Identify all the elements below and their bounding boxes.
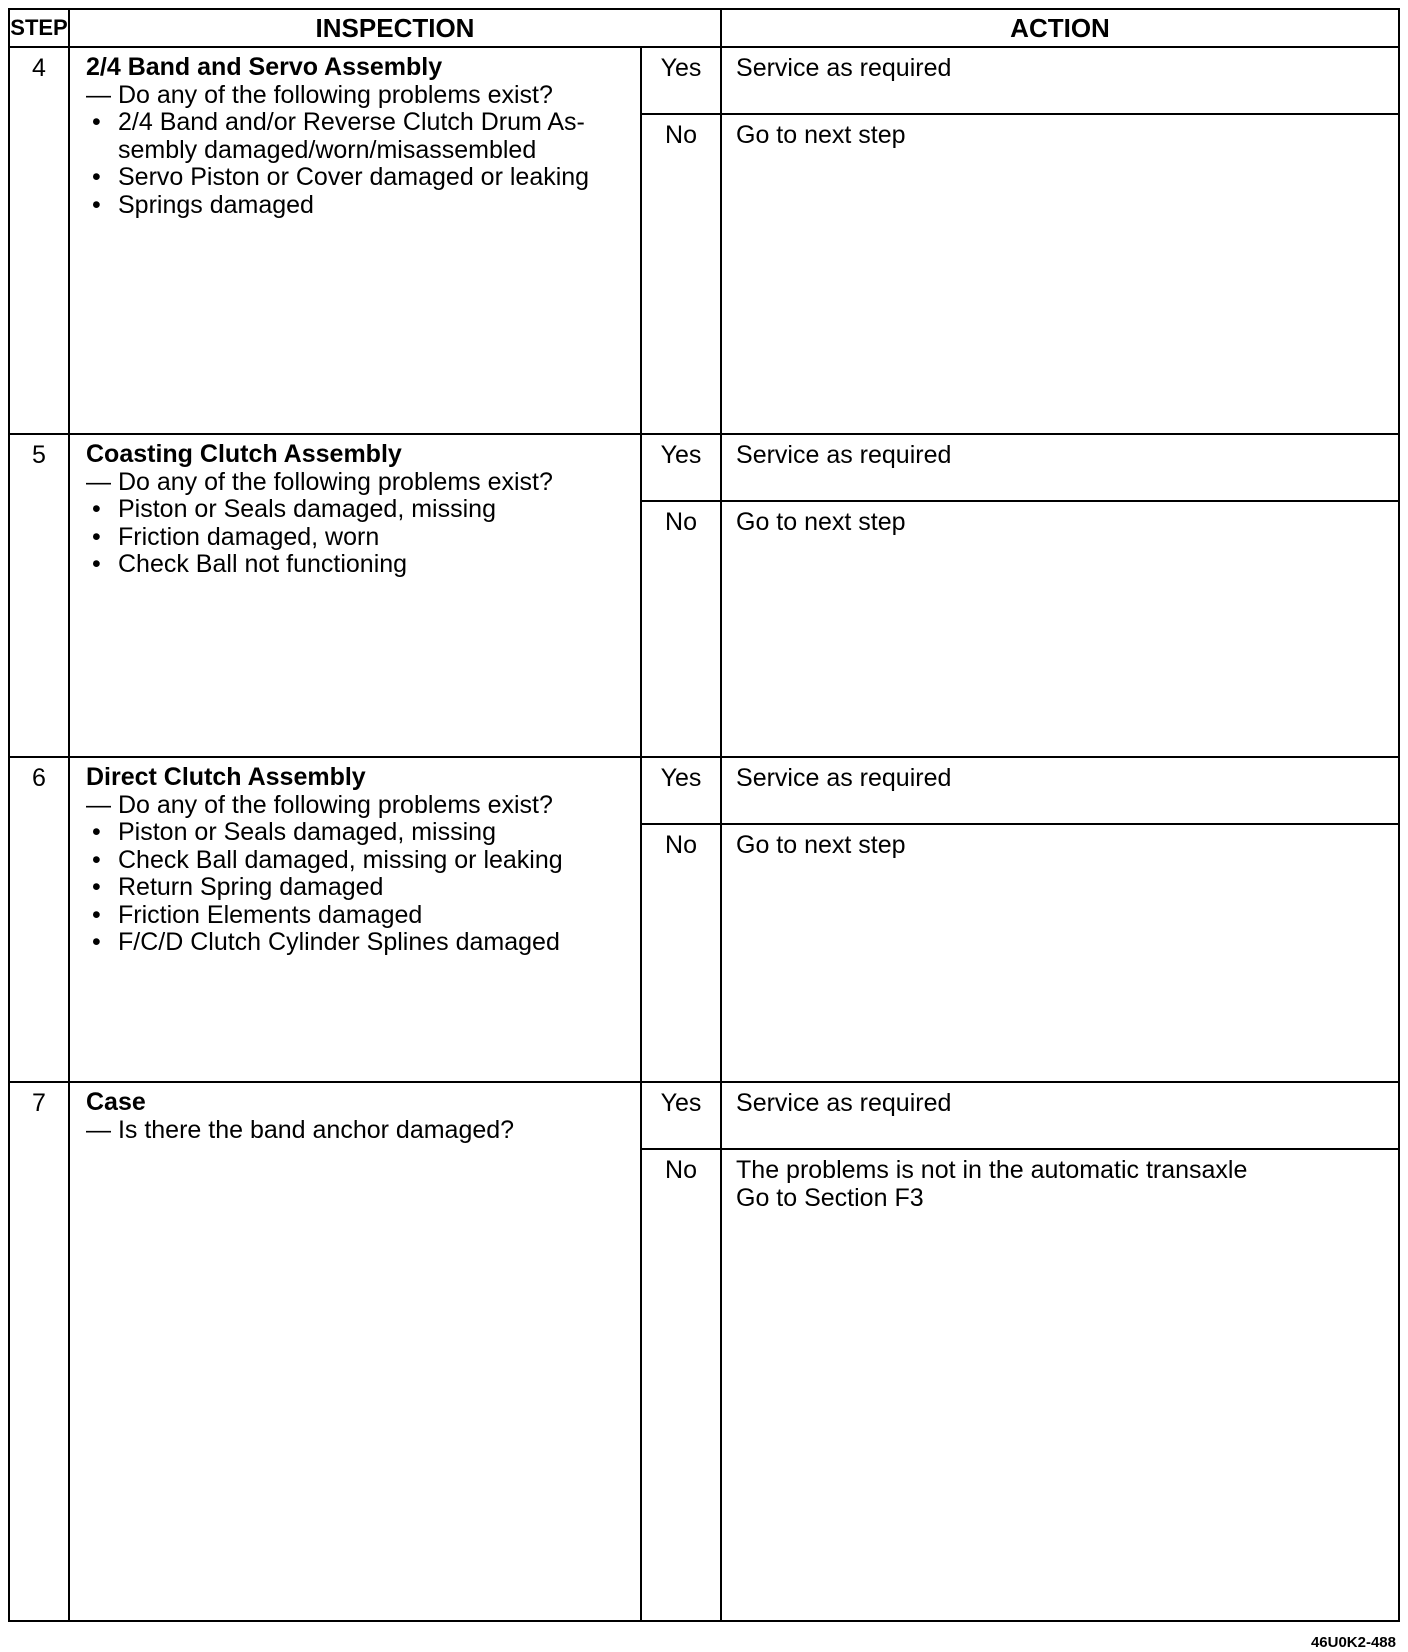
problem-item: • Check Ball not functioning xyxy=(92,550,408,578)
inspection-title: Coasting Clutch Assembly xyxy=(86,440,402,468)
step-number: 5 xyxy=(9,434,69,757)
bullet-icon: • xyxy=(92,873,101,901)
bullet-icon: • xyxy=(92,928,101,956)
bullet-icon: • xyxy=(92,818,101,846)
no-action xyxy=(721,1149,1399,1621)
no-label: No xyxy=(641,501,721,757)
yes-action: Service as required xyxy=(721,757,1399,824)
problem-item: • 2/4 Band and/or Reverse Clutch Drum As-sembly damaged/worn/misassembled xyxy=(92,108,585,164)
inspection-title: Direct Clutch Assembly xyxy=(86,763,366,791)
problem-list xyxy=(86,109,626,219)
step-4-yes-row xyxy=(9,47,1399,114)
bullet-icon: • xyxy=(92,845,101,874)
diagnosis-table xyxy=(8,8,1400,1622)
table-header-row xyxy=(9,9,1399,47)
yes-action: Service as required xyxy=(721,434,1399,501)
step-number: 6 xyxy=(9,757,69,1082)
inspection-question: — Is there the band anchor damaged? xyxy=(86,1115,515,1144)
header-step: STEP xyxy=(9,9,69,47)
problem-item: • Piston or Seals damaged, missing xyxy=(92,495,496,523)
no-action-line: Go to Section F3 xyxy=(736,1184,924,1212)
yes-action: Service as required xyxy=(721,1082,1399,1149)
problem-item: • Servo Piston or Cover damaged or leaking xyxy=(92,163,590,191)
problem-item: • F/C/D Clutch Cylinder Splines damaged xyxy=(92,928,560,956)
inspection-cell xyxy=(69,434,641,757)
bullet-icon: • xyxy=(92,522,101,551)
problem-list xyxy=(86,819,626,957)
problem-list xyxy=(86,496,626,579)
yes-label: Yes xyxy=(641,1082,721,1149)
yes-label: Yes xyxy=(641,434,721,501)
inspection-cell xyxy=(69,1082,641,1621)
no-action: Go to next step xyxy=(721,501,1399,757)
inspection-cell xyxy=(69,757,641,1082)
inspection-question: — Do any of the following problems exist? xyxy=(86,467,553,496)
no-label: No xyxy=(641,114,721,434)
problem-item: • Check Ball damaged, missing or leaking xyxy=(92,845,563,874)
header-inspection: INSPECTION xyxy=(69,9,721,47)
bullet-icon: • xyxy=(92,190,101,219)
inspection-title: Case xyxy=(86,1088,146,1116)
no-label: No xyxy=(641,824,721,1082)
problem-item: • Return Spring damaged xyxy=(92,873,384,901)
inspection-question: — Do any of the following problems exist? xyxy=(86,80,553,109)
bullet-icon: • xyxy=(92,495,101,523)
bullet-icon: • xyxy=(92,108,101,136)
yes-label: Yes xyxy=(641,757,721,824)
step-6-yes-row xyxy=(9,757,1399,824)
figure-code: 46U0K2-488 xyxy=(1310,1634,1396,1651)
bullet-icon: • xyxy=(92,550,101,578)
step-number: 7 xyxy=(9,1082,69,1621)
step-7-yes-row xyxy=(9,1082,1399,1149)
step-number: 4 xyxy=(9,47,69,434)
inspection-cell xyxy=(69,47,641,434)
yes-action: Service as required xyxy=(721,47,1399,114)
step-5-yes-row xyxy=(9,434,1399,501)
problem-item: • Friction Elements damaged xyxy=(92,900,423,929)
inspection-title: 2/4 Band and Servo Assembly xyxy=(86,53,443,81)
header-action: ACTION xyxy=(721,9,1399,47)
bullet-icon: • xyxy=(92,900,101,929)
no-action: Go to next step xyxy=(721,824,1399,1082)
no-action: Go to next step xyxy=(721,114,1399,434)
inspection-question: — Do any of the following problems exist? xyxy=(86,790,553,819)
yes-label: Yes xyxy=(641,47,721,114)
no-label: No xyxy=(641,1149,721,1621)
no-action-line: The problems is not in the automatic transaxle xyxy=(736,1156,1248,1184)
problem-item: • Friction damaged, worn xyxy=(92,522,380,551)
problem-item: • Piston or Seals damaged, missing xyxy=(92,818,496,846)
problem-item: • Springs damaged xyxy=(92,190,314,219)
bullet-icon: • xyxy=(92,163,101,191)
